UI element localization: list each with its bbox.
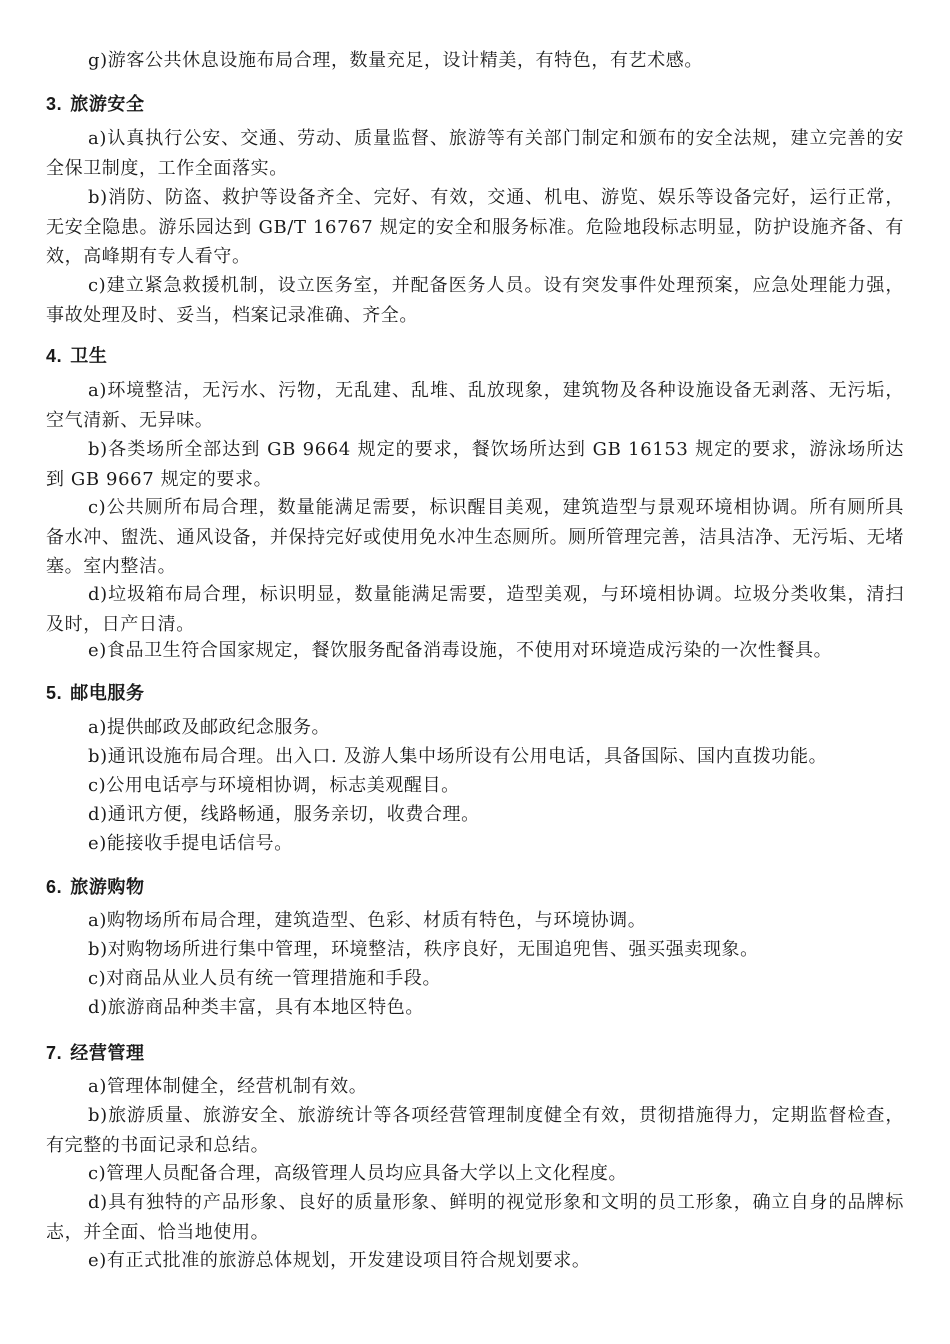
item-3b: b)消防、防盗、救护等设备齐全、完好、有效，交通、机电、游览、娱乐等设备完好，运行正常，无安全隐患。游乐园达到 GB/T 16767 规定的安全和服务标准。危险地段标志明显，防护设施齐备、有效，高峰期有专人看守。: [46, 187, 904, 267]
item-6b: b)对购物场所进行集中管理，环境整洁，秩序良好，无围追兜售、强买强卖现象。: [88, 939, 759, 960]
section-number: 5.: [46, 683, 63, 703]
section-5-heading: [46, 679, 904, 708]
item-5e: e)能接收手提电话信号。: [88, 833, 293, 854]
item-6d: d)旅游商品种类丰富，具有本地区特色。: [88, 997, 424, 1018]
item-4e: e)食品卫生符合国家规定，餐饮服务配备消毒设施，不使用对环境造成污染的一次性餐具。: [88, 640, 833, 661]
section-7-heading: [46, 1039, 904, 1068]
item-3c: c)建立紧急救援机制，设立医务室，并配备医务人员。设有突发事件处理预案，应急处理能力强，事故处理及时、妥当，档案记录准确、齐全。: [46, 275, 904, 326]
item-4b: b)各类场所全部达到 GB 9664 规定的要求，餐饮场所达到 GB 16153 规定的要求，游泳场所达到 GB 9667 规定的要求。: [46, 439, 904, 490]
section-number: 4.: [46, 346, 63, 366]
section-title: 邮电服务: [70, 683, 145, 704]
item-5b: b)通讯设施布局合理。出入口. 及游人集中场所设有公用电话，具备国际、国内直拨功能。: [88, 746, 828, 767]
item-4a: a)环境整洁，无污水、污物，无乱建、乱堆、乱放现象，建筑物及各种设施设备无剥落、无污垢，空气清新、无异味。: [46, 380, 904, 431]
section-number: 7.: [46, 1043, 63, 1063]
item-6c: c)对商品从业人员有统一管理措施和手段。: [88, 968, 442, 989]
item-5d: d)通讯方便，线路畅通，服务亲切，收费合理。: [88, 804, 480, 825]
item-5a: a)提供邮政及邮政纪念服务。: [88, 717, 331, 738]
item-7d: d)具有独特的产品形象、良好的质量形象、鲜明的视觉形象和文明的员工形象，确立自身的品牌标志，并全面、恰当地使用。: [46, 1192, 904, 1243]
section-6-heading: [46, 873, 904, 902]
section-3-heading: [46, 90, 904, 119]
section-title: 卫生: [70, 346, 108, 367]
section-number: 3.: [46, 94, 63, 114]
item-7b: b)旅游质量、旅游安全、旅游统计等各项经营管理制度健全有效，贯彻措施得力，定期监督检查，有完整的书面记录和总结。: [46, 1105, 904, 1156]
item-4d: d)垃圾箱布局合理，标识明显，数量能满足需要，造型美观，与环境相协调。垃圾分类收集，清扫及时，日产日清。: [46, 584, 904, 635]
section-title: 旅游安全: [70, 94, 145, 115]
section-number: 6.: [46, 877, 63, 897]
item-7a: a)管理体制健全，经营机制有效。: [88, 1076, 368, 1097]
section-4-heading: [46, 342, 904, 371]
item-5c: c)公用电话亭与环境相协调，标志美观醒目。: [88, 775, 460, 796]
item-7e: e)有正式批准的旅游总体规划，开发建设项目符合规划要求。: [88, 1250, 591, 1271]
section-title: 经营管理: [70, 1043, 145, 1064]
item-2g: g)游客公共休息设施布局合理，数量充足，设计精美，有特色，有艺术感。: [88, 50, 703, 71]
item-3a: a)认真执行公安、交通、劳动、质量监督、旅游等有关部门制定和颁布的安全法规，建立完善的安全保卫制度，工作全面落实。: [46, 128, 904, 179]
item-6a: a)购物场所布局合理，建筑造型、色彩、材质有特色，与环境协调。: [88, 910, 647, 931]
item-4c: c)公共厕所布局合理，数量能满足需要，标识醒目美观，建筑造型与景观环境相协调。所有厕所具备水冲、盥洗、通风设备，并保持完好或使用免水冲生态厕所。厕所管理完善，洁具洁净、无污垢、无堵塞。室内整洁。: [46, 497, 904, 577]
section-title: 旅游购物: [70, 877, 145, 898]
item-7c: c)管理人员配备合理，高级管理人员均应具备大学以上文化程度。: [88, 1163, 628, 1184]
